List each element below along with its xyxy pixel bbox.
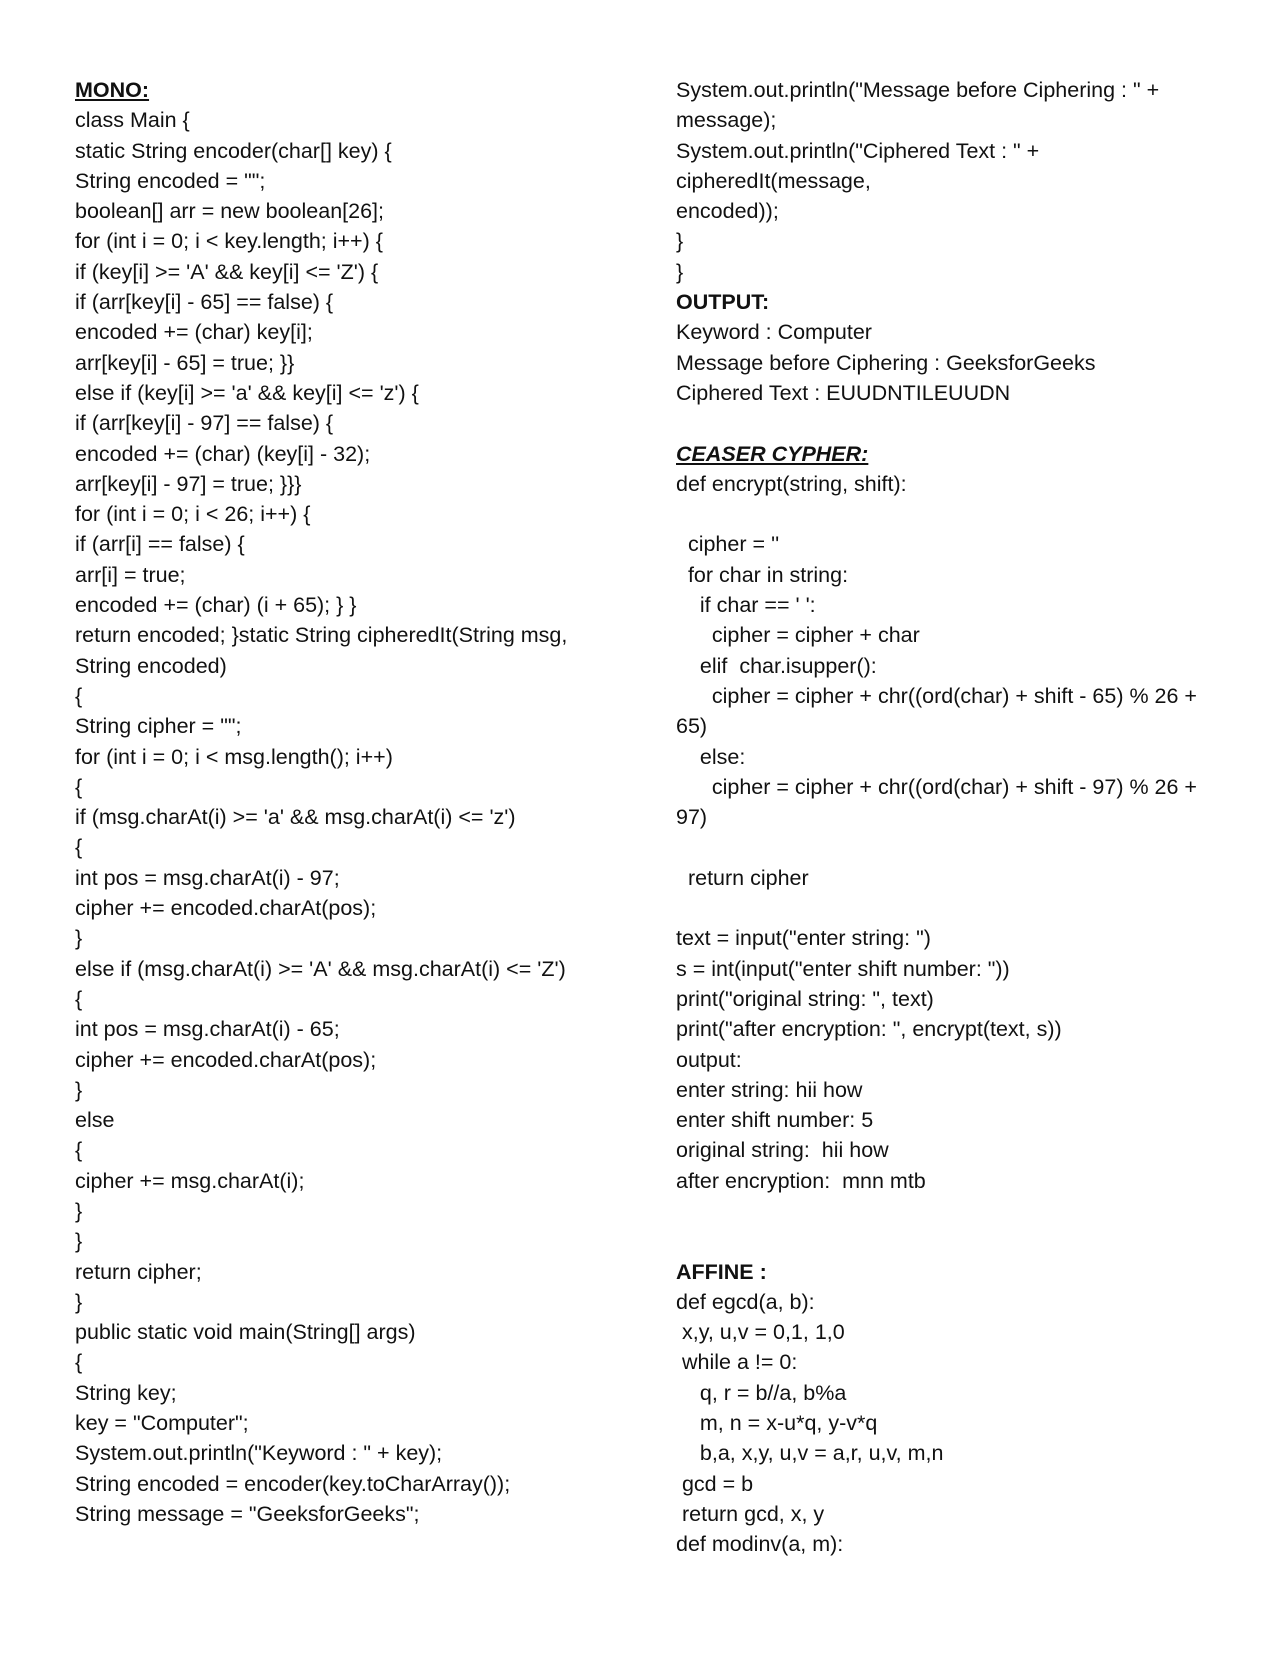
code-line: cipher = cipher + char: [676, 623, 920, 648]
code-line: {: [75, 1350, 83, 1375]
code-line: return cipher;: [75, 1259, 202, 1284]
code-line: else: [75, 1108, 115, 1133]
code-line: return cipher: [676, 865, 809, 890]
code-line: for char in string:: [676, 562, 849, 587]
code-line: enter string: hii how: [676, 1077, 863, 1102]
code-line: System.out.println("Message before Ciphering : " +: [676, 78, 1160, 102]
right-column: [676, 75, 1196, 1560]
code-line: arr[key[i] - 65] = true; }}: [75, 350, 295, 375]
code-line: cipheredIt(message,: [676, 168, 871, 193]
code-line: output:: [676, 1047, 742, 1072]
code-line: [676, 832, 1196, 862]
code-line: {: [75, 1138, 83, 1163]
code-line: [676, 1226, 1196, 1256]
caesar-code-block: [676, 469, 1196, 1257]
code-line: encoded += (char) (key[i] - 32);: [75, 441, 371, 466]
code-line: public static void main(String[] args): [75, 1320, 416, 1345]
code-line: else if (key[i] >= 'a' && key[i] <= 'z') {: [75, 380, 419, 405]
code-line: boolean[] arr = new boolean[26];: [75, 199, 384, 224]
code-line: if char == ' ':: [676, 593, 816, 618]
code-line: [676, 1196, 1196, 1226]
code-line: {: [75, 683, 83, 708]
code-line: if (arr[key[i] - 97] == false) {: [75, 411, 334, 436]
caesar-heading: CEASER CYPHER:: [676, 441, 869, 466]
affine-heading: AFFINE :: [676, 1259, 767, 1284]
code-line: 65): [676, 714, 708, 739]
code-line: encoded += (char) key[i];: [75, 320, 313, 345]
code-line: String key;: [75, 1380, 177, 1405]
code-line: return gcd, x, y: [676, 1501, 825, 1526]
code-line: else:: [676, 744, 746, 769]
code-line: def modinv(a, m):: [676, 1532, 844, 1557]
code-line: }: [75, 1229, 83, 1254]
code-line: if (arr[key[i] - 65] == false) {: [75, 290, 334, 315]
code-line: String cipher = "";: [75, 714, 242, 739]
code-line: if (arr[i] == false) {: [75, 532, 245, 557]
code-line: elif char.isupper():: [676, 653, 877, 678]
code-line: {: [75, 774, 83, 799]
code-line: def encrypt(string, shift):: [676, 471, 907, 496]
code-line: if (msg.charAt(i) >= 'a' && msg.charAt(i) <= 'z'): [75, 805, 516, 830]
affine-code-block: [676, 1287, 1196, 1560]
code-line: Ciphered Text : EUUDNTILEUUDN: [676, 380, 1011, 405]
code-line: }: [75, 1198, 83, 1223]
code-line: Message before Ciphering : GeeksforGeeks: [676, 350, 1096, 375]
mono-code-continued: [676, 75, 1196, 287]
code-line: }: [676, 229, 684, 254]
code-line: String encoded): [75, 653, 227, 678]
code-line: message);: [676, 108, 777, 133]
code-line: s = int(input("enter shift number: ")): [676, 956, 1010, 981]
code-line: original string: hii how: [676, 1138, 889, 1163]
code-line: enter shift number: 5: [676, 1108, 874, 1133]
code-line: String message = "GeeksforGeeks";: [75, 1501, 420, 1526]
left-column: [75, 75, 635, 1529]
code-line: static String encoder(char[] key) {: [75, 138, 392, 163]
code-line: cipher += encoded.charAt(pos);: [75, 896, 377, 921]
code-line: int pos = msg.charAt(i) - 65;: [75, 1017, 340, 1042]
code-line: [676, 893, 1196, 923]
code-line: m, n = x-u*q, y-v*q: [676, 1411, 878, 1436]
code-line: cipher = cipher + chr((ord(char) + shift - 65) % 26 +: [676, 683, 1197, 708]
mono-code-block: [75, 105, 635, 1529]
code-line: print("original string: ", text): [676, 986, 934, 1011]
code-line: print("after encryption: ", encrypt(text, s)): [676, 1017, 1062, 1042]
code-line: key = "Computer";: [75, 1411, 249, 1436]
code-line: }: [75, 926, 83, 951]
mono-output-block: [676, 317, 1196, 438]
code-line: gcd = b: [676, 1471, 754, 1496]
code-line: arr[key[i] - 97] = true; }}}: [75, 471, 302, 496]
code-line: class Main {: [75, 108, 190, 133]
code-line: Keyword : Computer: [676, 320, 872, 345]
code-line: System.out.println("Ciphered Text : " +: [676, 138, 1040, 163]
code-line: text = input("enter string: "): [676, 926, 931, 951]
code-line: }: [75, 1289, 83, 1314]
code-line: if (key[i] >= 'A' && key[i] <= 'Z') {: [75, 259, 379, 284]
code-line: 97): [676, 805, 708, 830]
code-line: String encoded = encoder(key.toCharArray());: [75, 1471, 511, 1496]
code-line: [676, 499, 1196, 529]
code-line: System.out.println("Keyword : " + key);: [75, 1441, 443, 1466]
code-line: arr[i] = true;: [75, 562, 186, 587]
code-line: [676, 408, 1196, 438]
code-line: for (int i = 0; i < key.length; i++) {: [75, 229, 383, 254]
mono-heading: MONO:: [75, 78, 150, 102]
code-line: cipher = '': [676, 532, 780, 557]
code-line: cipher += msg.charAt(i);: [75, 1168, 305, 1193]
code-line: def egcd(a, b):: [676, 1289, 815, 1314]
code-line: x,y, u,v = 0,1, 1,0: [676, 1320, 845, 1345]
code-line: b,a, x,y, u,v = a,r, u,v, m,n: [676, 1441, 944, 1466]
code-line: while a != 0:: [676, 1350, 798, 1375]
code-line: cipher += encoded.charAt(pos);: [75, 1047, 377, 1072]
code-line: {: [75, 986, 83, 1011]
code-line: encoded += (char) (i + 65); } }: [75, 593, 357, 618]
code-line: cipher = cipher + chr((ord(char) + shift - 97) % 26 +: [676, 774, 1197, 799]
code-line: }: [75, 1077, 83, 1102]
code-line: after encryption: mnn mtb: [676, 1168, 926, 1193]
code-line: encoded));: [676, 199, 779, 224]
output-heading: OUTPUT:: [676, 290, 770, 315]
code-line: }: [676, 259, 684, 284]
code-line: else if (msg.charAt(i) >= 'A' && msg.charAt(i) <= 'Z'): [75, 956, 566, 981]
code-line: String encoded = "";: [75, 168, 266, 193]
code-line: {: [75, 835, 83, 860]
code-line: return encoded; }static String cipheredIt(String msg,: [75, 623, 568, 648]
code-line: int pos = msg.charAt(i) - 97;: [75, 865, 340, 890]
code-line: for (int i = 0; i < 26; i++) {: [75, 502, 311, 527]
code-line: for (int i = 0; i < msg.length(); i++): [75, 744, 393, 769]
code-line: q, r = b//a, b%a: [676, 1380, 847, 1405]
